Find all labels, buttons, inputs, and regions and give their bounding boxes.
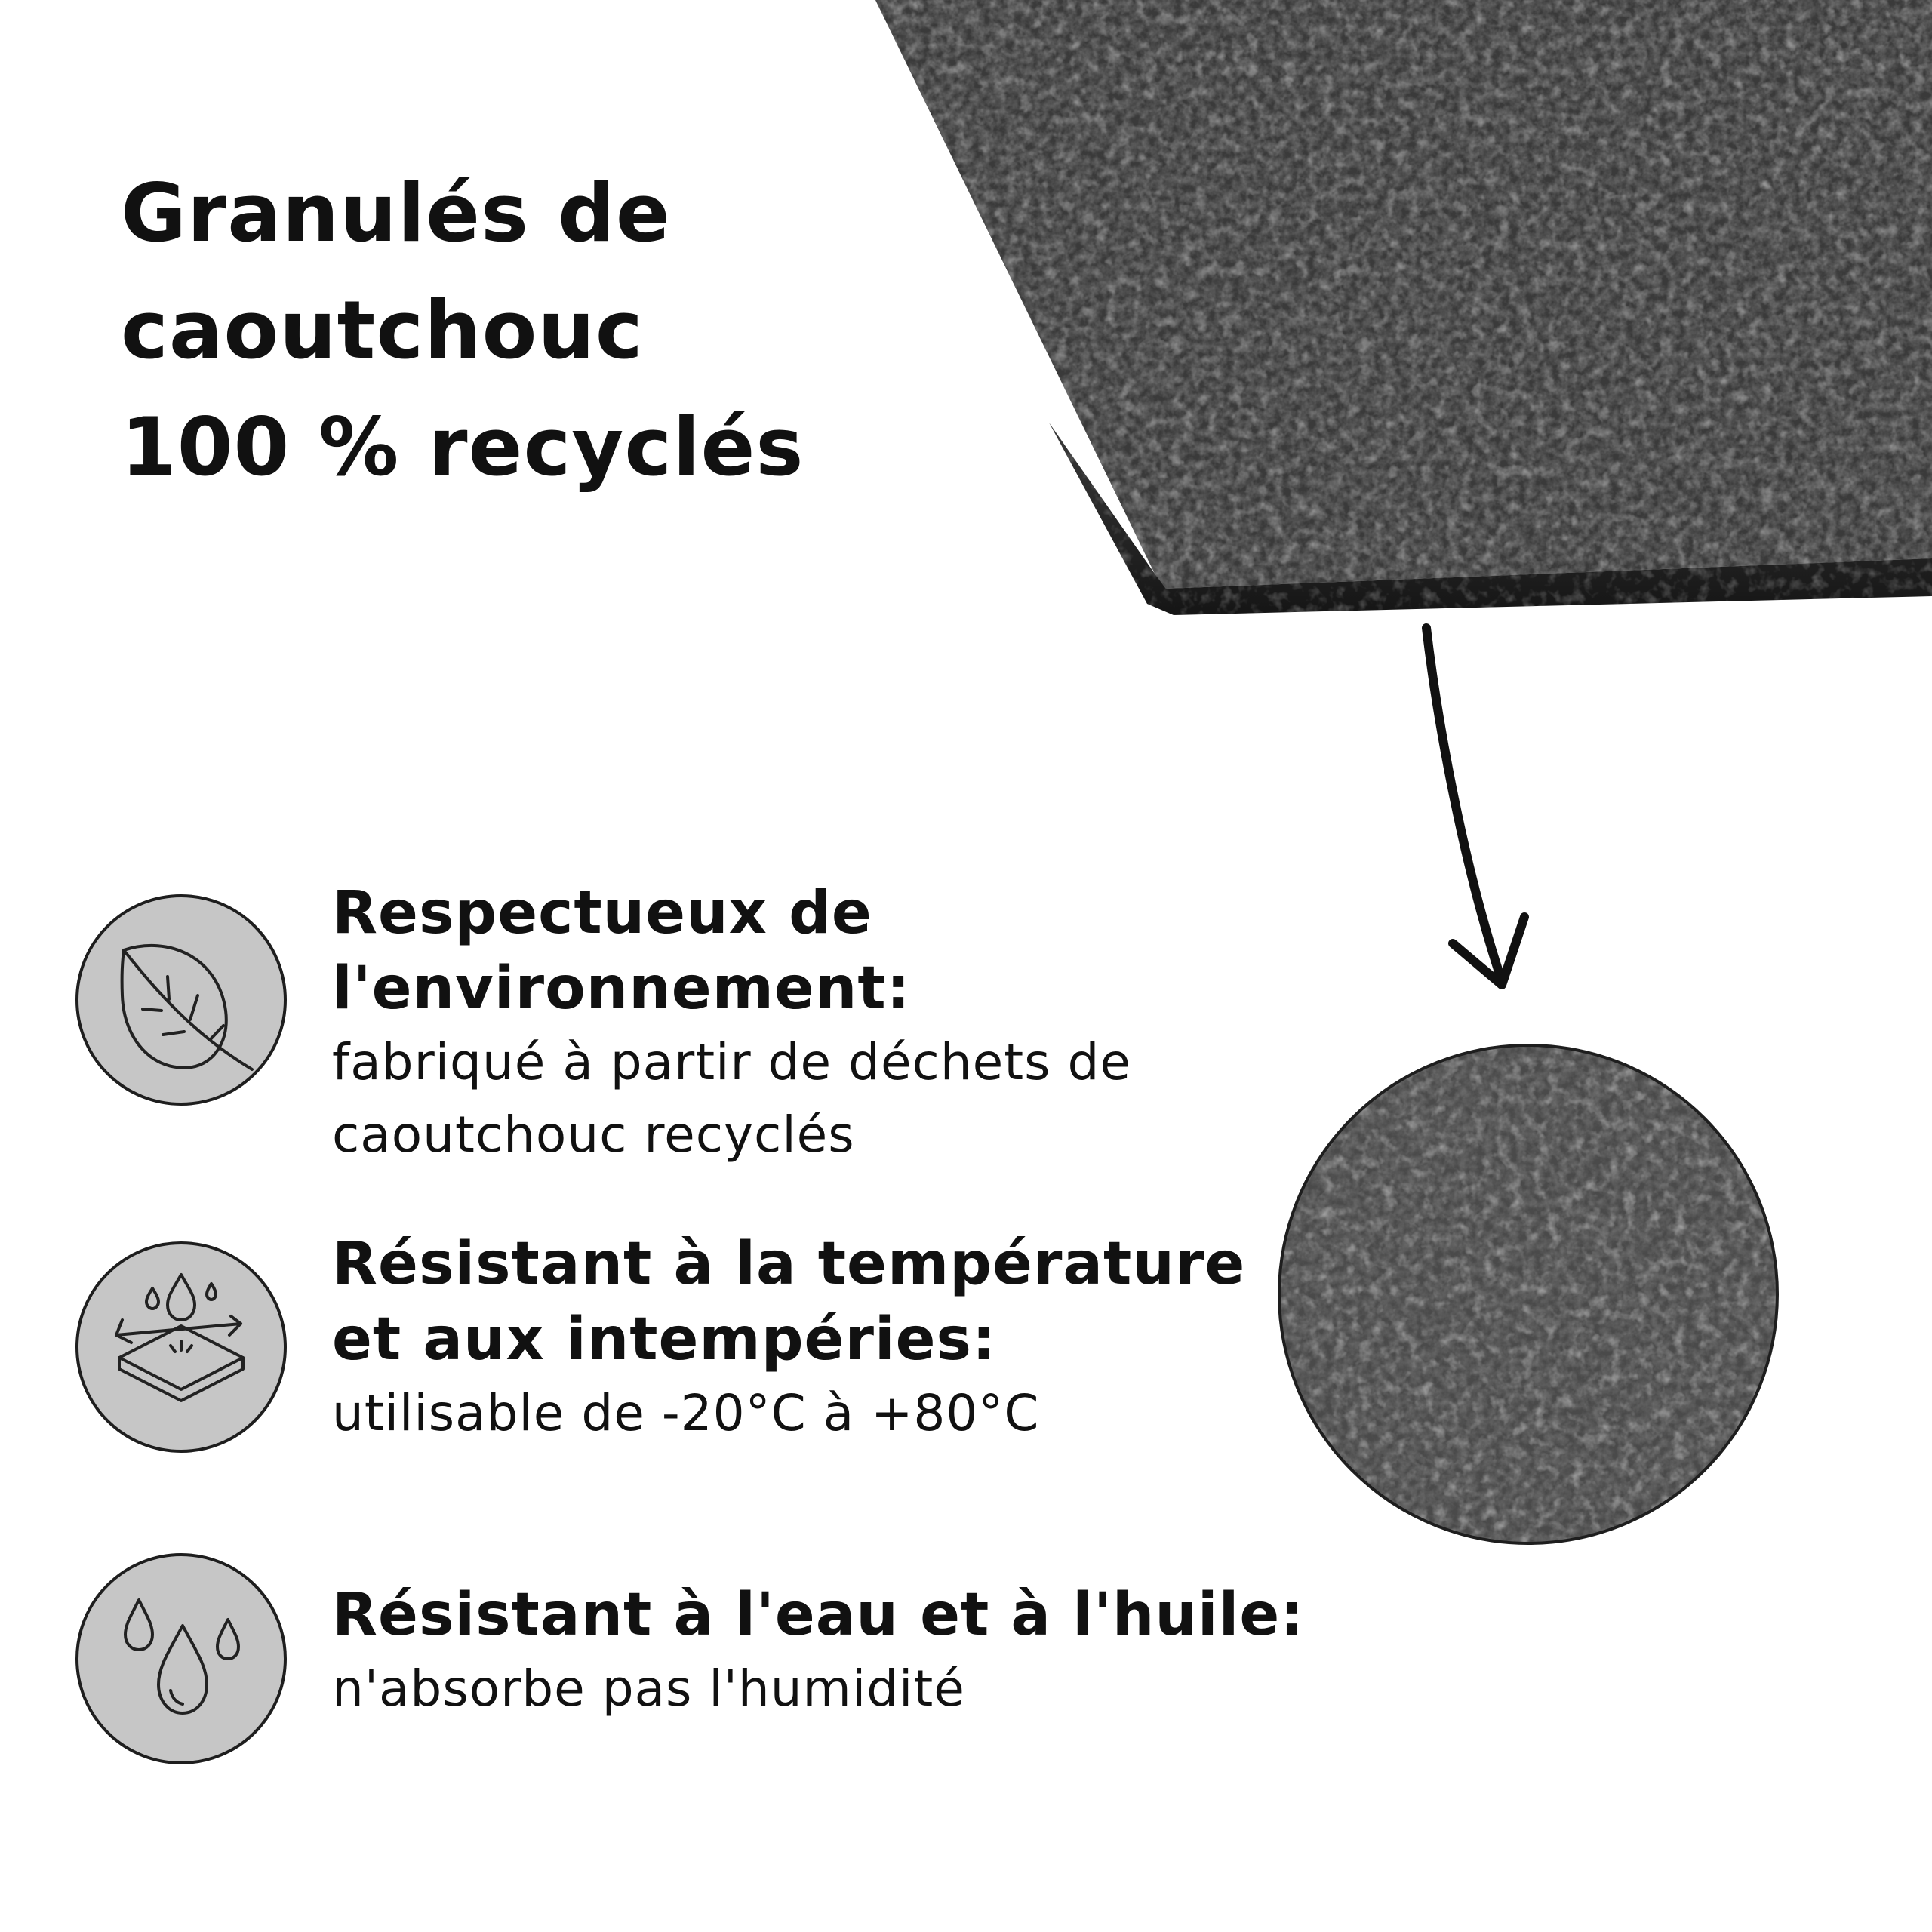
feature-1-title-line-1: Respectueux de [332, 879, 872, 947]
title-line-3: 100 % recyclés [121, 401, 804, 494]
feature-3-desc-line-1: n'absorbe pas l'humidité [332, 1660, 965, 1718]
rubber-mat-corner [875, 0, 1932, 615]
weather-resistant-layer-icon [75, 1241, 287, 1453]
feature-1-desc-line-1: fabriqué à partir de déchets de [332, 1033, 1132, 1091]
feature-2-title-line-2: et aux intempéries: [332, 1306, 997, 1374]
leaf-icon [75, 894, 287, 1106]
title-line-2: caoutchouc [121, 284, 644, 377]
feature-1-title-line-2: l'environnement: [332, 955, 911, 1023]
water-drops-icon [75, 1553, 287, 1764]
title-line-1: Granulés de [121, 167, 671, 260]
feature-3-title-line-1: Résistant à l'eau et à l'huile: [332, 1581, 1305, 1649]
page-title [121, 155, 804, 506]
arrow-down-icon [1426, 628, 1524, 985]
feature-1-desc-line-2: caoutchouc recyclés [332, 1106, 855, 1164]
feature-2-desc-line-1: utilisable de -20°C à +80°C [332, 1384, 1040, 1442]
feature-2-title-line-1: Résistant à la température [332, 1230, 1246, 1298]
